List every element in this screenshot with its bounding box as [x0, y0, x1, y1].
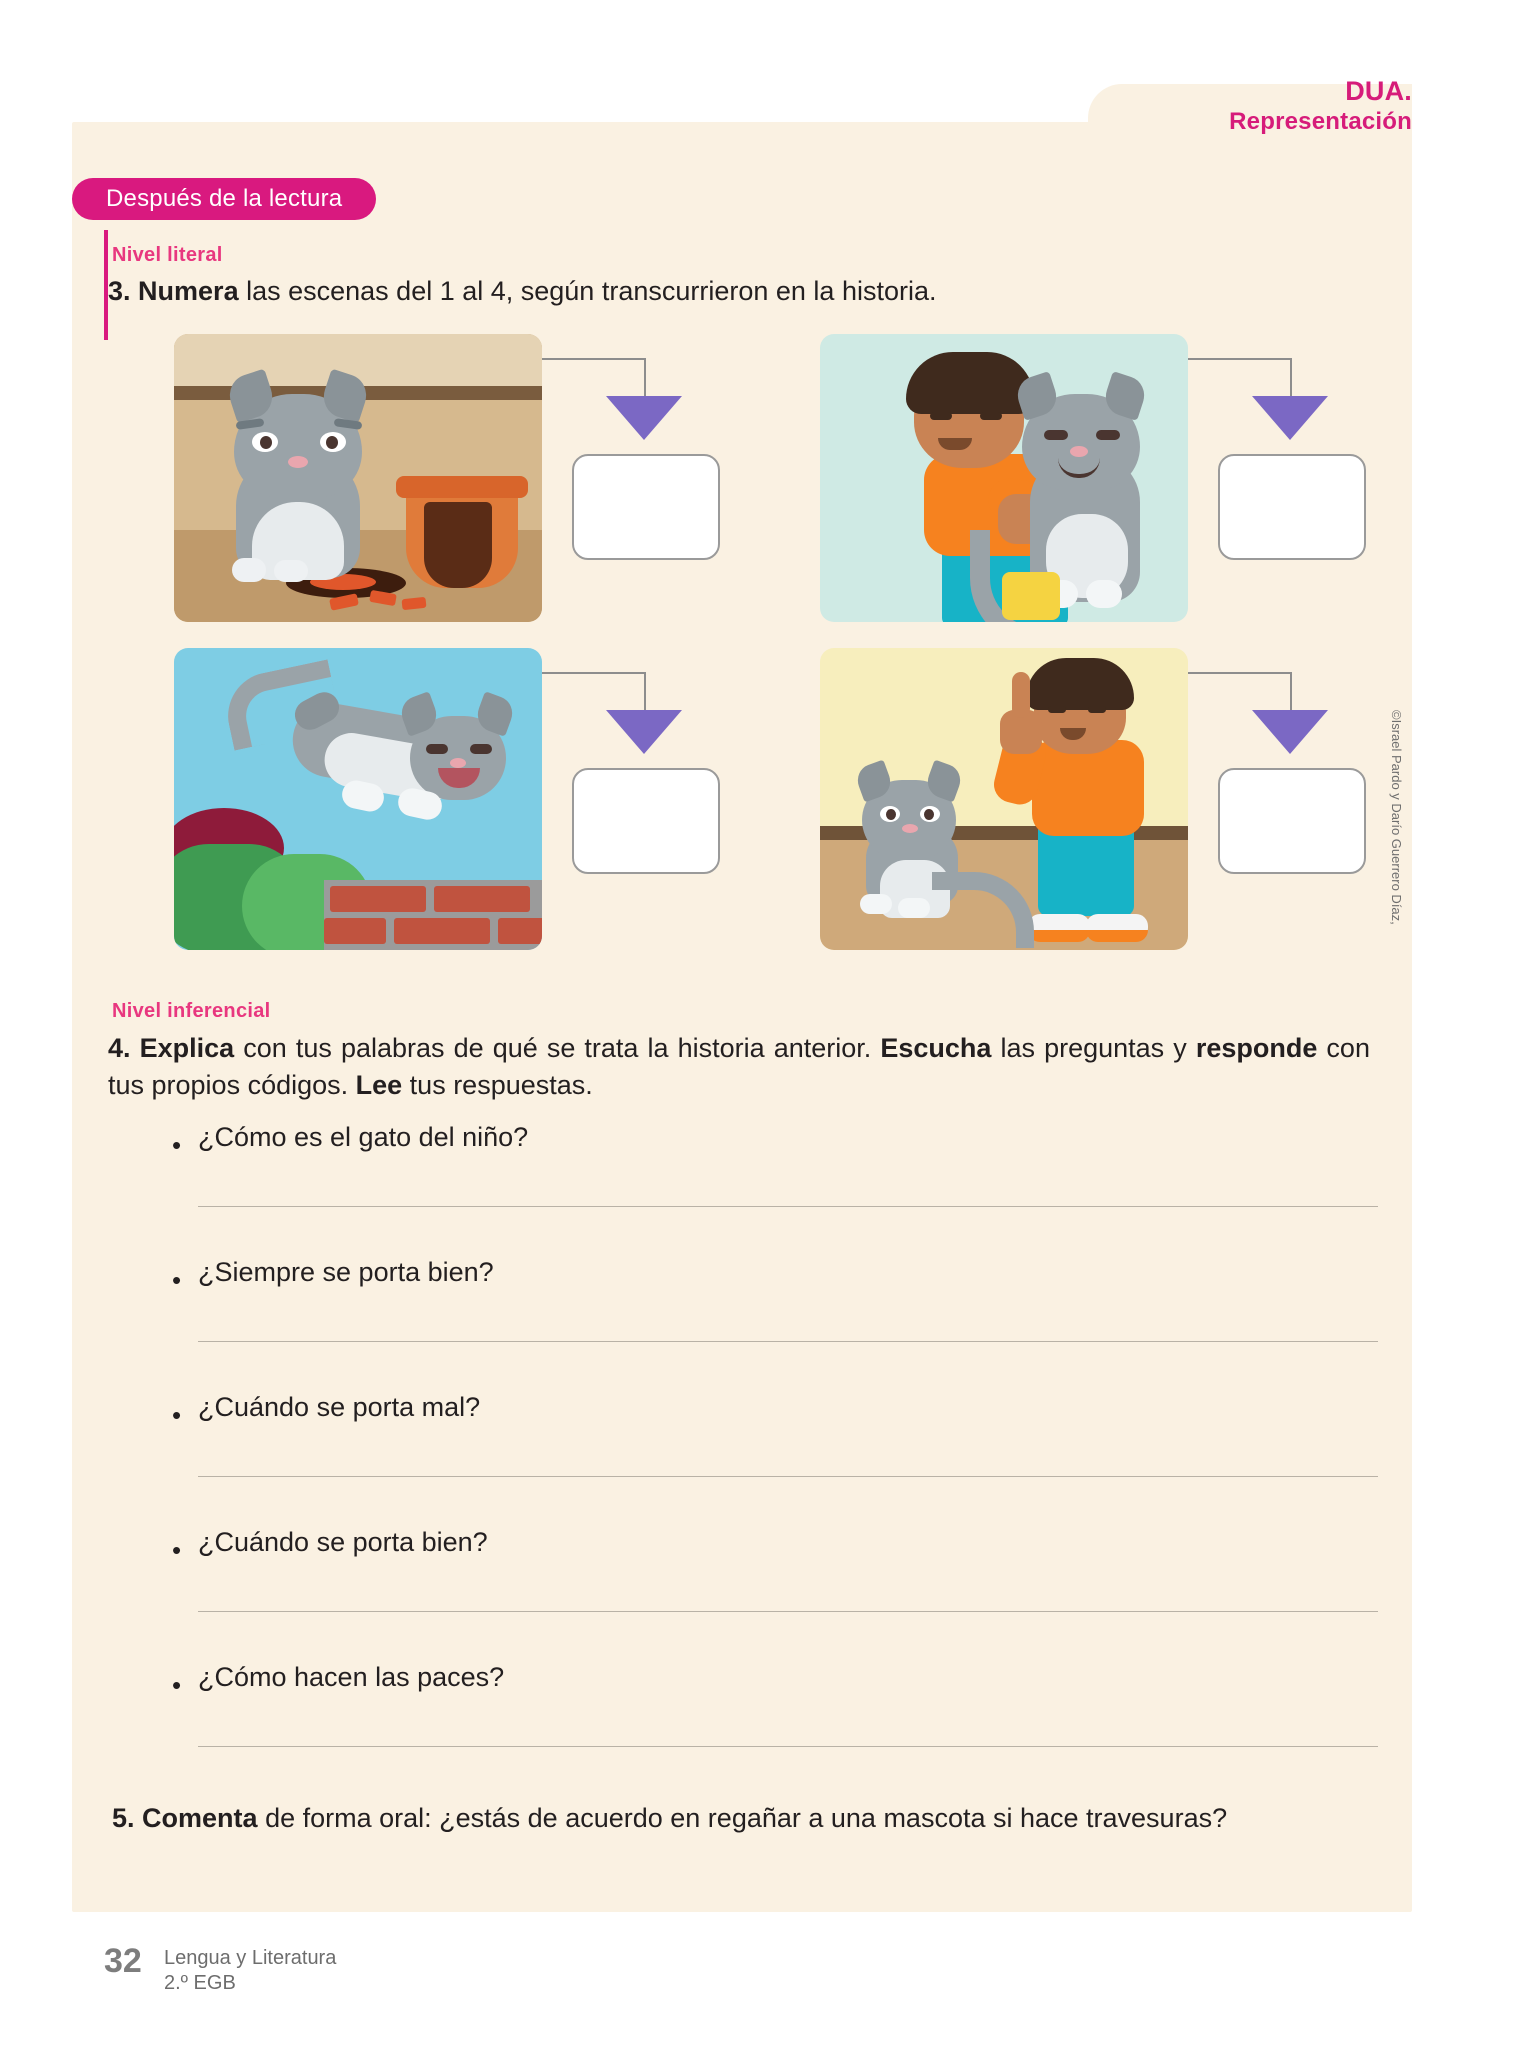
question-text: ¿Cuándo se porta bien? [198, 1527, 488, 1557]
arrow-down-icon-4 [1252, 710, 1328, 754]
activity-4-instruction [108, 1030, 1370, 1105]
activity-3-number: 3. [108, 276, 131, 306]
scene-cat-jumping-image [174, 648, 542, 950]
activity-4-verb-3: responde [1195, 1033, 1318, 1063]
answer-box-2[interactable] [1218, 454, 1366, 560]
activity-4-verb-1: Explica [139, 1033, 235, 1063]
answer-box-1[interactable] [572, 454, 720, 560]
activity-3-text: las escenas del 1 al 4, según transcurrieron en la historia. [238, 276, 937, 306]
arrow-down-icon-1 [606, 396, 682, 440]
level-label-literal: Nivel literal [112, 244, 223, 266]
footer-subject: Lengua y Literatura [164, 1947, 337, 1969]
question-text: ¿Siempre se porta bien? [198, 1257, 494, 1287]
level-label-inferencial: Nivel inferencial [112, 1000, 271, 1022]
dua-title: DUA. [1345, 76, 1412, 106]
bullet-icon: • [172, 1130, 182, 1160]
activity-4-text-1: con tus palabras de qué se trata la historia anterior. [234, 1033, 881, 1063]
image-credit: ©Israel Pardo y Darío Guerrero Díaz, [1389, 710, 1404, 925]
activity-4-text-3: con tus propios códigos. [108, 1033, 1370, 1101]
scene-boy-hugging-cat [820, 334, 1380, 634]
activity-3-instruction [108, 274, 1368, 309]
answer-box-3[interactable] [572, 768, 720, 874]
activity-4-number: 4. [108, 1033, 131, 1063]
answer-line[interactable] [198, 1476, 1378, 1477]
dua-subtitle: Representación [1229, 107, 1412, 135]
scene-broken-pot-image [174, 334, 542, 622]
page-number: 32 [104, 1942, 142, 1980]
activity-3-verb: Numera [138, 276, 239, 306]
answer-line[interactable] [198, 1341, 1378, 1342]
scene-cat-jumping [174, 648, 734, 958]
footer-info [164, 1946, 336, 1996]
dua-badge [1229, 76, 1412, 136]
scene-broken-pot [174, 334, 734, 634]
arrow-down-icon-3 [606, 710, 682, 754]
activity-5-number: 5. [112, 1803, 135, 1833]
list-item [172, 1122, 1376, 1257]
section-tab-label: Después de la lectura [106, 185, 343, 212]
footer-grade: 2.º EGB [164, 1972, 236, 1994]
list-item [172, 1257, 1376, 1392]
list-item [172, 1527, 1376, 1662]
activity-4-text-4: tus respuestas. [402, 1070, 593, 1101]
answer-line[interactable] [198, 1611, 1378, 1612]
bullet-icon: • [172, 1265, 182, 1295]
list-item [172, 1662, 1376, 1797]
scene-boy-scolding [820, 648, 1380, 958]
arrow-down-icon-2 [1252, 396, 1328, 440]
question-list [172, 1122, 1376, 1797]
activity-5-text: de forma oral: ¿estás de acuerdo en regañar a una mascota si hace travesuras? [257, 1803, 1228, 1833]
question-text: ¿Cómo hacen las paces? [198, 1662, 505, 1692]
scene-boy-scolding-image [820, 648, 1188, 950]
question-text: ¿Cómo es el gato del niño? [198, 1122, 529, 1152]
activity-4-verb-4: Lee [355, 1070, 403, 1101]
answer-line[interactable] [198, 1206, 1378, 1207]
activity-4-text-2: las preguntas y [991, 1033, 1196, 1063]
activity-5-instruction [112, 1800, 1374, 1837]
bullet-icon: • [172, 1670, 182, 1700]
question-text: ¿Cuándo se porta mal? [198, 1392, 481, 1422]
answer-line[interactable] [198, 1746, 1378, 1747]
activity-4-verb-2: Escucha [880, 1033, 992, 1063]
bullet-icon: • [172, 1400, 182, 1430]
bullet-icon: • [172, 1535, 182, 1565]
activity-5-verb: Comenta [142, 1803, 258, 1833]
scene-boy-hugging-cat-image [820, 334, 1188, 622]
list-item [172, 1392, 1376, 1527]
section-tab-after-reading [72, 178, 376, 220]
answer-box-4[interactable] [1218, 768, 1366, 874]
